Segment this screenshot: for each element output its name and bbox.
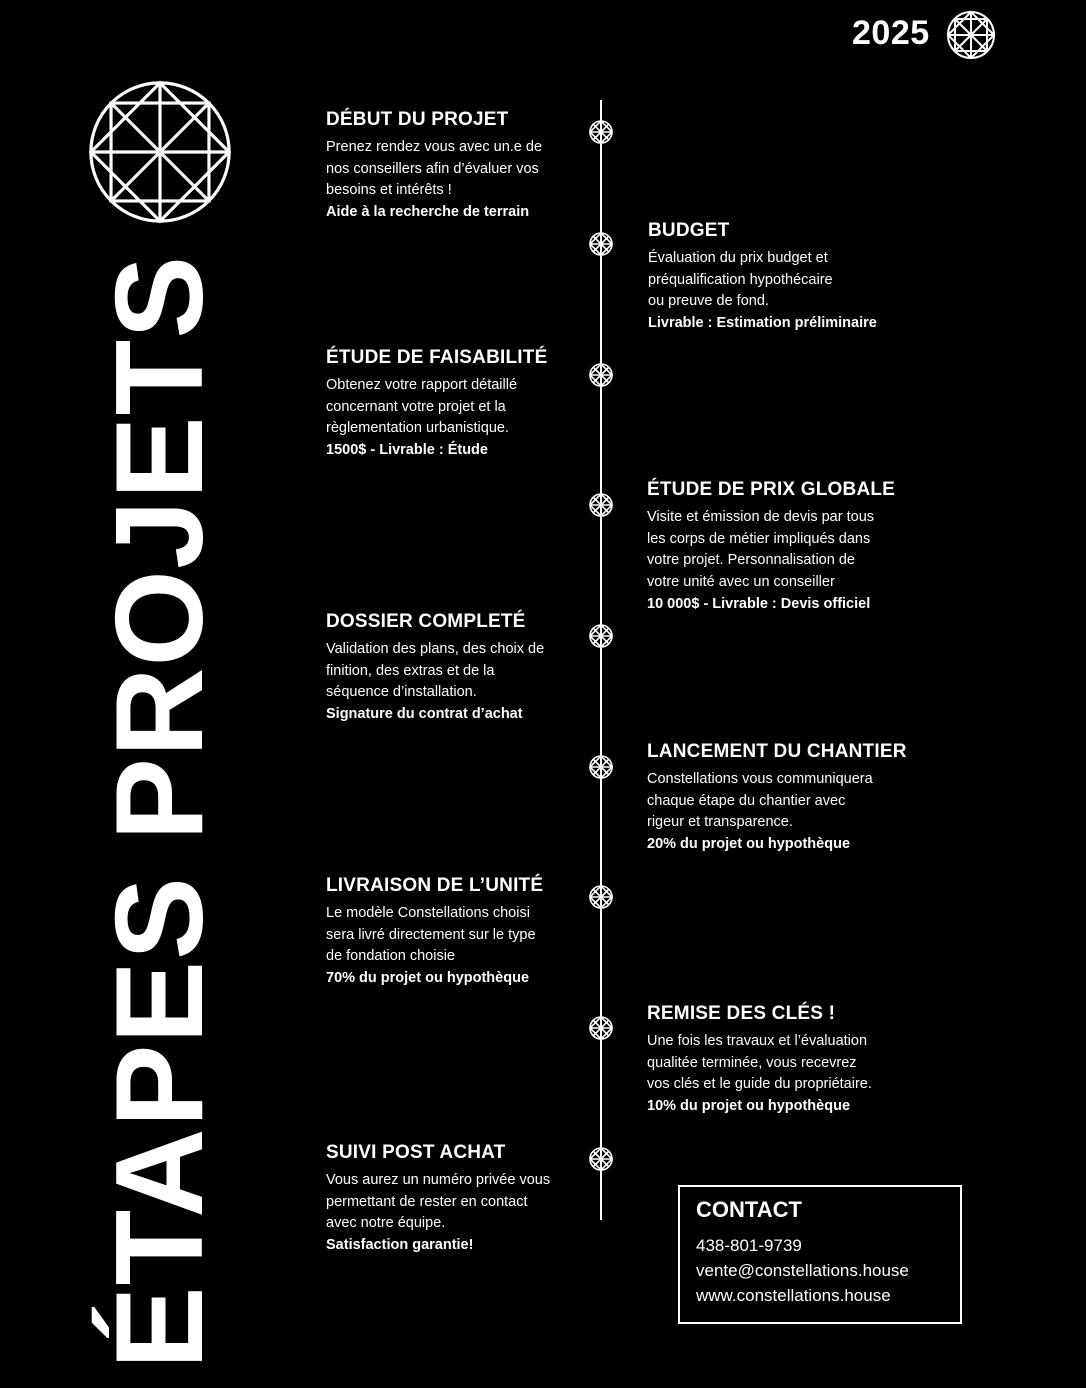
step-title: REMISE DES CLÉS ! — [647, 1003, 836, 1024]
timeline-marker-icon — [588, 754, 614, 780]
step-description-line: vos clés et le guide du propriétaire. — [647, 1076, 872, 1093]
timeline-step — [326, 875, 586, 990]
step-title: ÉTUDE DE FAISABILITÉ — [326, 347, 548, 368]
step-highlight: Aide à la recherche de terrain — [326, 204, 530, 221]
step-description-line: ou preuve de fond. — [648, 293, 769, 310]
step-title: DÉBUT DU PROJET — [326, 109, 509, 130]
contact-phone[interactable]: 438-801-9739 — [696, 1236, 802, 1255]
step-description-line: Visite et émission de devis par tous — [647, 509, 875, 525]
timeline-step — [647, 1003, 907, 1118]
step-highlight: Livrable : Estimation préliminaire — [648, 315, 877, 332]
timeline-line — [600, 100, 602, 1220]
step-highlight: 70% du projet ou hypothèque — [326, 970, 530, 987]
step-description-line: chaque étape du chantier avec — [647, 792, 846, 809]
step-description-line: de fondation choisie — [326, 948, 455, 965]
step-description-line: permettant de rester en contact — [326, 1193, 528, 1210]
step-highlight: 1500$ - Livrable : Étude — [326, 442, 488, 459]
constellation-logo-icon — [946, 10, 996, 60]
constellation-emblem-icon — [88, 80, 232, 224]
step-description-line: Évaluation du prix budget et — [648, 250, 828, 266]
step-description-line: les corps de métier impliqués dans — [647, 530, 871, 547]
step-title: LANCEMENT DU CHANTIER — [647, 741, 907, 762]
step-highlight: 10% du projet ou hypothèque — [647, 1098, 851, 1115]
step-title: SUIVI POST ACHAT — [326, 1142, 506, 1163]
timeline-marker-icon — [588, 231, 614, 257]
step-description-line: votre unité avec un conseiller — [647, 574, 835, 591]
timeline-marker-icon — [588, 623, 614, 649]
step-description-line: votre projet. Personnalisation de — [647, 552, 855, 569]
timeline-step — [648, 220, 908, 335]
year-label: 2025 — [852, 14, 930, 52]
step-description-line: besoins et intérêts ! — [326, 182, 452, 199]
step-title: LIVRAISON DE L’UNITÉ — [326, 875, 544, 896]
step-description-line: Vous aurez un numéro privée vous — [326, 1172, 551, 1188]
step-description-line: concernant votre projet et la — [326, 398, 506, 415]
timeline-step — [326, 109, 586, 224]
timeline-step — [647, 741, 907, 856]
step-description-line: Validation des plans, des choix de — [326, 641, 545, 657]
step-description-line: préqualification hypothécaire — [648, 271, 833, 288]
page-title: ÉTAPES PROJETS — [91, 254, 229, 1370]
timeline-marker-icon — [588, 1015, 614, 1041]
step-description-line: finition, des extras et de la — [326, 662, 495, 679]
timeline-step — [326, 1142, 586, 1257]
step-description-line: Constellations vous communiquera — [647, 771, 873, 787]
timeline-step — [326, 611, 586, 726]
step-description-line: nos conseillers afin d’évaluer vos — [326, 160, 539, 177]
step-description-line: avec notre équipe. — [326, 1215, 446, 1232]
timeline-marker-icon — [588, 492, 614, 518]
contact-title: CONTACT — [696, 1197, 802, 1222]
step-description-line: règlementation urbanistique. — [326, 420, 509, 437]
step-description-line: séquence d’installation. — [326, 684, 477, 701]
step-title: ÉTUDE DE PRIX GLOBALE — [647, 479, 896, 500]
step-title: BUDGET — [648, 220, 730, 241]
step-description-line: sera livré directement sur le type — [326, 926, 536, 943]
step-description-line: qualitée terminée, vous recevrez — [647, 1054, 857, 1071]
step-highlight: 20% du projet ou hypothèque — [647, 836, 851, 853]
step-description-line: rigeur et transparence. — [647, 814, 793, 831]
timeline-marker-icon — [588, 1146, 614, 1172]
timeline-marker-icon — [588, 362, 614, 388]
contact-website[interactable]: www.constellations.house — [696, 1286, 891, 1305]
step-description-line: Prenez rendez vous avec un.e de — [326, 139, 543, 155]
contact-box — [678, 1185, 962, 1324]
timeline-marker-icon — [588, 119, 614, 145]
step-description-line: Une fois les travaux et l’évaluation — [647, 1033, 868, 1049]
step-highlight: Signature du contrat d’achat — [326, 706, 523, 723]
timeline-step — [326, 347, 586, 462]
step-title: DOSSIER COMPLETÉ — [326, 611, 526, 632]
contact-email[interactable]: vente@constellations.house — [696, 1261, 909, 1280]
step-description-line: Le modèle Constellations choisi — [326, 905, 530, 921]
timeline-step — [647, 479, 907, 616]
step-highlight: Satisfaction garantie! — [326, 1237, 474, 1254]
timeline-marker-icon — [588, 884, 614, 910]
step-highlight: 10 000$ - Livrable : Devis officiel — [647, 595, 871, 612]
step-description-line: Obtenez votre rapport détaillé — [326, 377, 518, 393]
